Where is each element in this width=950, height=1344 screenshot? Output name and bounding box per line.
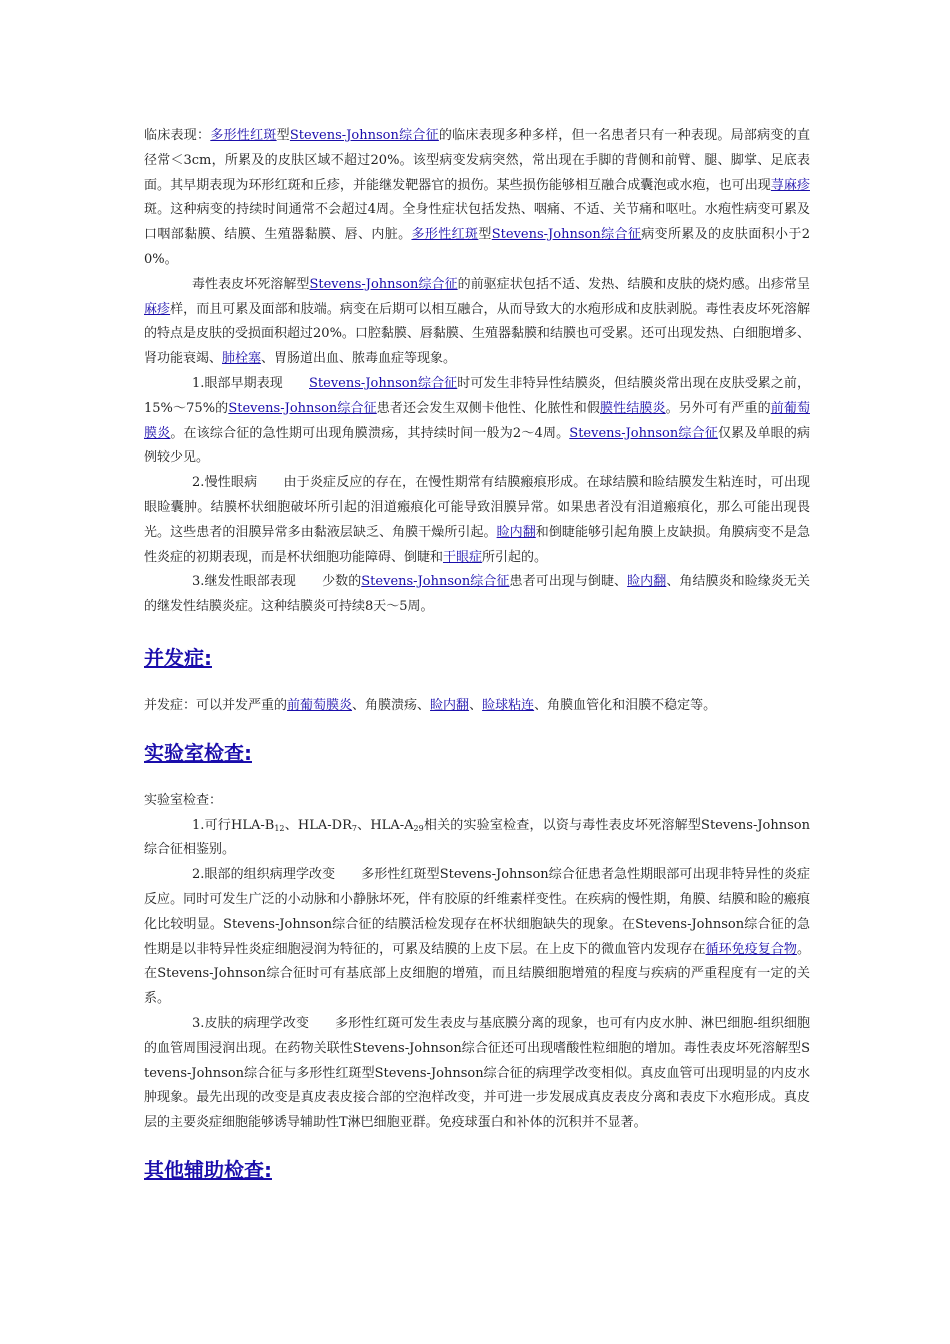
text-run: 的临床表现多种多样，但一名患者只有一种表现。局部病变的直径常＜3cm，所累及的皮肤区域不超过20%。该型病变发病突然，常出现在手脚的背侧和前臂、腿、脚掌、足底表面。其早期表现为环形红斑和丘疹，并能继发靶器官的损伤。某些损伤能够相互融合成囊泡或水疱，也可出现 — [144, 128, 810, 193]
other-exam-heading[interactable]: 其他辅助检查: — [144, 1157, 272, 1182]
text-run: 患者还会发生双侧卡他性、化脓性和假 — [376, 400, 601, 416]
term-link[interactable]: 多形性红斑 — [210, 128, 277, 143]
text-run: 。另外可有严重的 — [665, 400, 771, 416]
term-link[interactable]: 麻疹 — [144, 301, 171, 317]
text-run: 样，而且可累及面部和肢端。病变在后期可以相互融合，从而导致大的水疱形成和皮肤剥脱。毒性表皮坏死溶解的特点是皮肤的受损面积超过20%。口腔黏膜、唇黏膜、生殖器黏膜和结膜也可受累。还可出现发热、白细胞增多、肾功能衰竭、 — [144, 301, 810, 367]
text-run: 、 — [469, 697, 483, 713]
term-link[interactable]: 荨麻疹 — [770, 177, 810, 193]
text-run: 、角膜血管化和泪膜不稳定等。 — [534, 697, 717, 713]
term-link[interactable]: 睑内翻 — [496, 524, 536, 540]
term-link[interactable]: 多形性红斑 — [411, 227, 479, 243]
text-run: 斑。这种病变的持续时间通常不会超过4周。全身性症状包括发热、咽痛、不适、关节痛和呕吐。水疱性病变可累及口咽部黏膜、结膜、生殖器黏膜、唇、内脏。 — [144, 202, 810, 243]
term-link[interactable]: Stevens-Johnson综合征 — [569, 425, 718, 441]
lab-paragraph-2 — [144, 863, 810, 1012]
clinical-paragraph-3 — [144, 372, 810, 471]
term-link[interactable]: 睑球粘连 — [482, 697, 535, 713]
text-run: 和倒睫能够引起角膜上皮缺损。角膜病变不是急性炎症的初期表现，而是杯状细胞功能障碍、倒睫和 — [144, 524, 810, 565]
text-run: 患者可出现与倒睫、 — [509, 574, 628, 590]
term-link[interactable]: 前葡萄膜炎 — [144, 400, 810, 441]
lab-exam-heading[interactable]: 实验室检查: — [144, 740, 252, 765]
term-link[interactable]: Stevens-Johnson综合征 — [289, 128, 439, 143]
clinical-paragraph-4 — [144, 471, 810, 570]
text-run: 仅累及单眼的病例较少见。 — [144, 425, 810, 466]
text-run: 2.慢性眼病 由于炎症反应的存在，在慢性期常有结膜瘢痕形成。在球结膜和睑结膜发生粘连时，可出现眼睑囊肿。结膜杯状细胞破坏所引起的泪道瘢痕化可能导致泪膜异常。如果患者没有泪道瘢痕化，那么可能出现畏光。这些患者的泪膜异常多由黏液层缺乏、角膜干燥所引起。 — [144, 475, 810, 540]
clinical-paragraph-2 — [144, 273, 810, 372]
text-run: 型 — [276, 128, 290, 143]
text-run: 。在该综合征的急性期可出现角膜溃疡，其持续时间一般为2～4周。 — [170, 425, 570, 441]
complications-paragraph — [144, 694, 810, 719]
text-run: 毒性表皮坏死溶解型 — [192, 276, 310, 292]
term-link[interactable]: Stevens-Johnson综合征 — [309, 375, 458, 391]
subscript: 29 — [413, 823, 424, 833]
article-body — [144, 124, 810, 1184]
text-run: 相关的实验室检查，以资与毒性表皮坏死溶解型Stevens-Johnson综合征相鉴别。 — [144, 817, 811, 858]
text-run: 3.皮肤的病理学改变 多形性红斑可发生表皮与基底膜分离的现象，也可有内皮水肿、淋巴细胞-组织细胞的血管周围浸润出现。在药物关联性Stevens-Johnson综合征还可出现嗜酸性粒细胞的增加。毒性表皮坏死溶解型Stevens-Johnson综合征与多形性红斑型Stevens-Johnson综合征的病理学改变相似。真皮血管可出现明显的内皮水肿现象。最先出现的改变是真皮表皮接合部的空泡样改变，并可进一步发展成真皮表皮分离和表皮下水疱形成。真皮层的主要炎症细胞能够诱导辅助性T淋巴细胞亚群。免疫球蛋白和补体的沉积并不显著。 — [144, 1015, 810, 1131]
clinical-paragraph-5 — [144, 570, 810, 620]
text-run: 型 — [478, 227, 492, 243]
term-link[interactable]: Stevens-Johnson综合征 — [491, 227, 642, 243]
term-link[interactable]: Stevens-Johnson综合征 — [228, 400, 377, 416]
text-run: 所引起的。 — [482, 549, 548, 565]
text-run: 病变所累及的皮肤面积小于20%。 — [144, 227, 810, 267]
text-run: 、角结膜炎和睑缘炎无关的继发性结膜炎症。这种结膜炎可持续8天～5周。 — [144, 574, 810, 615]
text-run: 临床表现： — [144, 128, 211, 143]
text-run: 实验室检查： — [144, 792, 223, 808]
text-run: 、HLA-DR — [284, 817, 352, 833]
term-link[interactable]: Stevens-Johnson综合征 — [309, 276, 458, 292]
text-run: 2.眼部的组织病理学改变 多形性红斑型Stevens-Johnson综合征患者急性期眼部可出现非特异性的炎症反应。同时可发生广泛的小动脉和小静脉坏死，伴有胶原的纤维素样变性。在疾病的慢性期，角膜、结膜和睑的瘢痕化比较明显。Stevens-Johnson综合征的结膜活检发现存在杯状细胞缺失的现象。在Stevens-Johnson综合征的急性期是以非特异性炎症细胞浸润为特征的，可累及结膜的上皮下层。在上皮下的微血管内发现存在 — [144, 867, 810, 957]
text-run: 3.继发性眼部表现 少数的 — [192, 574, 362, 590]
complications-heading[interactable]: 并发症: — [144, 645, 212, 670]
subscript: 7 — [351, 823, 357, 833]
text-run: 1.眼部早期表现 — [192, 375, 310, 391]
text-run: 时可发生非特异性结膜炎，但结膜炎常出现在皮肤受累之前，15%～75%的 — [144, 375, 811, 416]
text-run: 1.可行HLA-B — [192, 817, 275, 833]
subscript: 12 — [274, 823, 285, 833]
term-link[interactable]: 膜性结膜炎 — [600, 400, 666, 416]
term-link[interactable]: 干眼症 — [443, 549, 483, 565]
term-link[interactable]: 睑内翻 — [627, 574, 667, 590]
term-link[interactable]: 肺栓塞 — [222, 351, 262, 367]
lab-paragraph-intro — [144, 789, 810, 814]
lab-paragraph-1 — [144, 814, 810, 864]
clinical-paragraph-1 — [144, 124, 810, 273]
text-run: 、角膜溃疡、 — [352, 697, 431, 713]
text-run: 的前驱症状包括不适、发热、结膜和皮肤的烧灼感。出疹常呈 — [457, 276, 810, 292]
text-run: 并发症：可以并发严重的 — [144, 697, 288, 713]
text-run: 、胃肠道出血、脓毒血症等现象。 — [261, 351, 457, 367]
text-run: 、HLA-A — [356, 817, 414, 833]
term-link[interactable]: 睑内翻 — [430, 697, 470, 713]
term-link[interactable]: 前葡萄膜炎 — [287, 697, 353, 713]
term-link[interactable]: 循环免疫复合物 — [705, 941, 797, 957]
text-run: 。在Stevens-Johnson综合征时可有基底部上皮细胞的增殖，而且结膜细胞增殖的程度与疾病的严重程度有一定的关系。 — [144, 941, 810, 1007]
lab-paragraph-3 — [144, 1012, 810, 1136]
term-link[interactable]: Stevens-Johnson综合征 — [361, 574, 510, 590]
